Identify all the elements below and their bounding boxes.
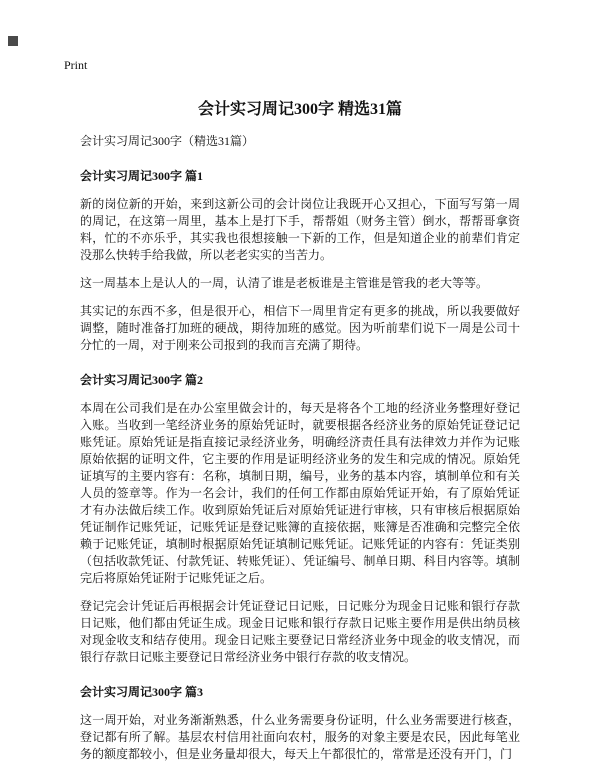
document-content [80, 100, 520, 774]
paragraph: 本周在公司我们是在办公室里做会计的，每天是将各个工地的经济业务整理好登记入账。当收到一笔经济业务的原始凭证时，就要根据各经济业务的原始凭证登记记账凭证。原始凭证是指直接记录经济业务，明确经济责任具有法律效力并作为记账原始依据的证明文件，它主要的作用是证明经济业务的发生和完成的情况。原始凭证填写的主要内容有：名称，填制日期，编号，业务的基本内容，填制单位和有关人员的签章等。作为一名会计，我们的任何工作都由原始凭证开始，有了原始凭证才有办法做后续工作。收到原始凭证后对原始凭证进行审核，只有审核后根据原始凭证制作记账凭证，记账凭证是登记账簿的直接依据，账簿是否准确和完整完全依赖于记账凭证，填制时根据原始凭证填制记账凭证。记账凭证的内容有：凭证类别（包括收款凭证、付款凭证、转账凭证）、凭证编号、制单日期、科目内容等。填制完后将原始凭证附于记账凭证之后。 [80, 401, 520, 585]
paragraph: 登记完会计凭证后再根据会计凭证登记日记账，日记账分为现金日记账和银行存款日记账，他们都由凭证生成。现金日记账和银行存款日记账主要作用是供出纳员核对现金收支和结存使用。现金日记账主要登记日常经济业务中现金的收支情况，而银行存款日记账主要登记日常经济业务中银行存款的收支情况。 [80, 599, 520, 664]
section-heading-1: 会计实习周记300字 篇1 [80, 169, 204, 183]
window-corner-icon [8, 36, 18, 46]
paragraph: 其实记的东西不多，但是很开心，相信下一周里肯定有更多的挑战，所以我要做好调整，随时准备打加班的硬战，期待加班的感觉。因为听前辈们说下一周是公司十分忙的一周，对于刚来公司报到的我而言充满了期待。 [80, 304, 520, 352]
section-heading-3: 会计实习周记300字 篇3 [80, 685, 204, 699]
paragraph: 新的岗位新的开始，来到这新公司的会计岗位让我既开心又担心，下面写写第一周的周记，在这第一周里，基本上是打下手，帮帮姐（财务主管）倒水，帮帮哥拿资料，忙的不亦乐乎，其实我也很想接触一下新的工作，但是知道企业的前辈们肯定没那么快转手给我做，所以老老实实的当苦力。 [80, 197, 520, 262]
section-heading-2: 会计实习周记300字 篇2 [80, 373, 204, 387]
paragraph: 这一周基本上是认人的一周，认清了谁是老板谁是主管谁是管我的老大等等。 [80, 276, 489, 290]
document-subtitle: 会计实习周记300字（精选31篇） [80, 134, 255, 148]
document-title: 会计实习周记300字 精选31篇 [197, 101, 402, 118]
paragraph: 这一周开始，对业务渐渐熟悉，什么业务需要身份证明，什么业务需要进行核查，登记都有所了解。基层农村信用社面向农村，服务的对象主要是农民，因此每笔业务的额度都较小，但是业务量却很大，每天上午都很忙的，常常是还没有开门，门 [80, 713, 520, 761]
print-link[interactable]: Print [64, 58, 88, 72]
